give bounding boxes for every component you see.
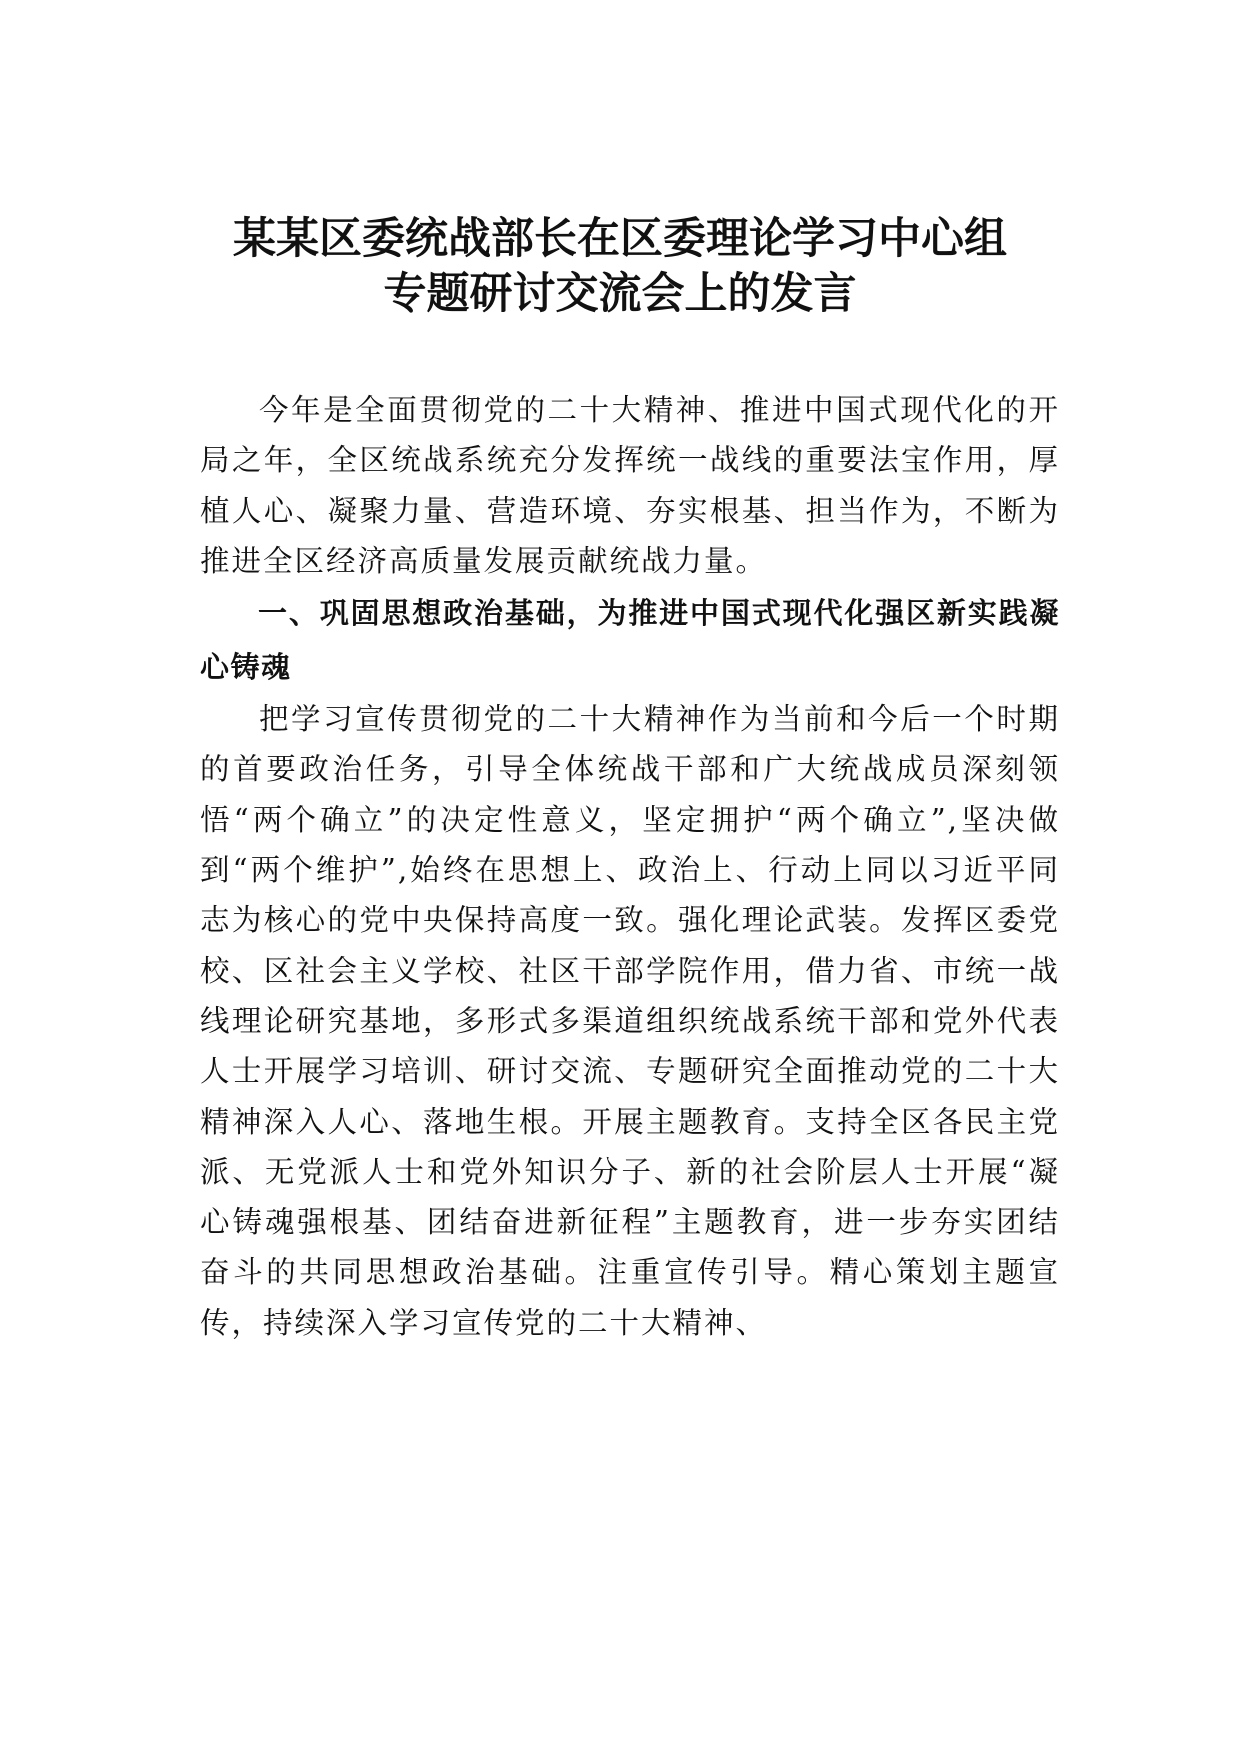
title-line-1: 某某区委统战部长在区委理论学习中心组 (233, 214, 1007, 264)
section-1-heading: 一、巩固思想政治基础，为推进中国式现代化强区新实践凝心铸魂 (200, 596, 1060, 685)
section-1-paragraph: 把学习宣传贯彻党的二十大精神作为当前和今后一个时期的首要政治任务，引导全体统战干部和广大统战成员深刻领悟“两个确立”的决定性意义，坚定拥护“两个确立”,坚决做到“两个维护”,始终在思想上、政治上、行动上同以习近平同志为核心的党中央保持高度一致。强化理论武装。发挥区委党校、区社会主义学校、社区干部学院作用，借力省、市统一战线理论研究基地，多形式多渠道组织统战系统干部和党外代表人士开展学习培训、研讨交流、专题研究全面推动党的二十大精神深入人心、落地生根。开展主题教育。支持全区各民主党派、无党派人士和党外知识分子、新的社会阶层人士开展“凝心铸魂强根基、团结奋进新征程”主题教育，进一步夯实团结奋斗的共同思想政治基础。注重宣传引导。精心策划主题宣传，持续深入学习宣传党的二十大精神、 (200, 702, 1060, 1340)
title-line-2: 专题研讨交流会上的发言 (383, 269, 857, 319)
document-body (200, 385, 1060, 1348)
document-title (200, 212, 1040, 322)
intro-paragraph: 今年是全面贯彻党的二十大精神、推进中国式现代化的开局之年，全区统战系统充分发挥统一战线的重要法宝作用，厚植人心、凝聚力量、营造环境、夯实根基、担当作为，不断为推进全区经济高质量发展贡献统战力量。 (200, 393, 1060, 578)
